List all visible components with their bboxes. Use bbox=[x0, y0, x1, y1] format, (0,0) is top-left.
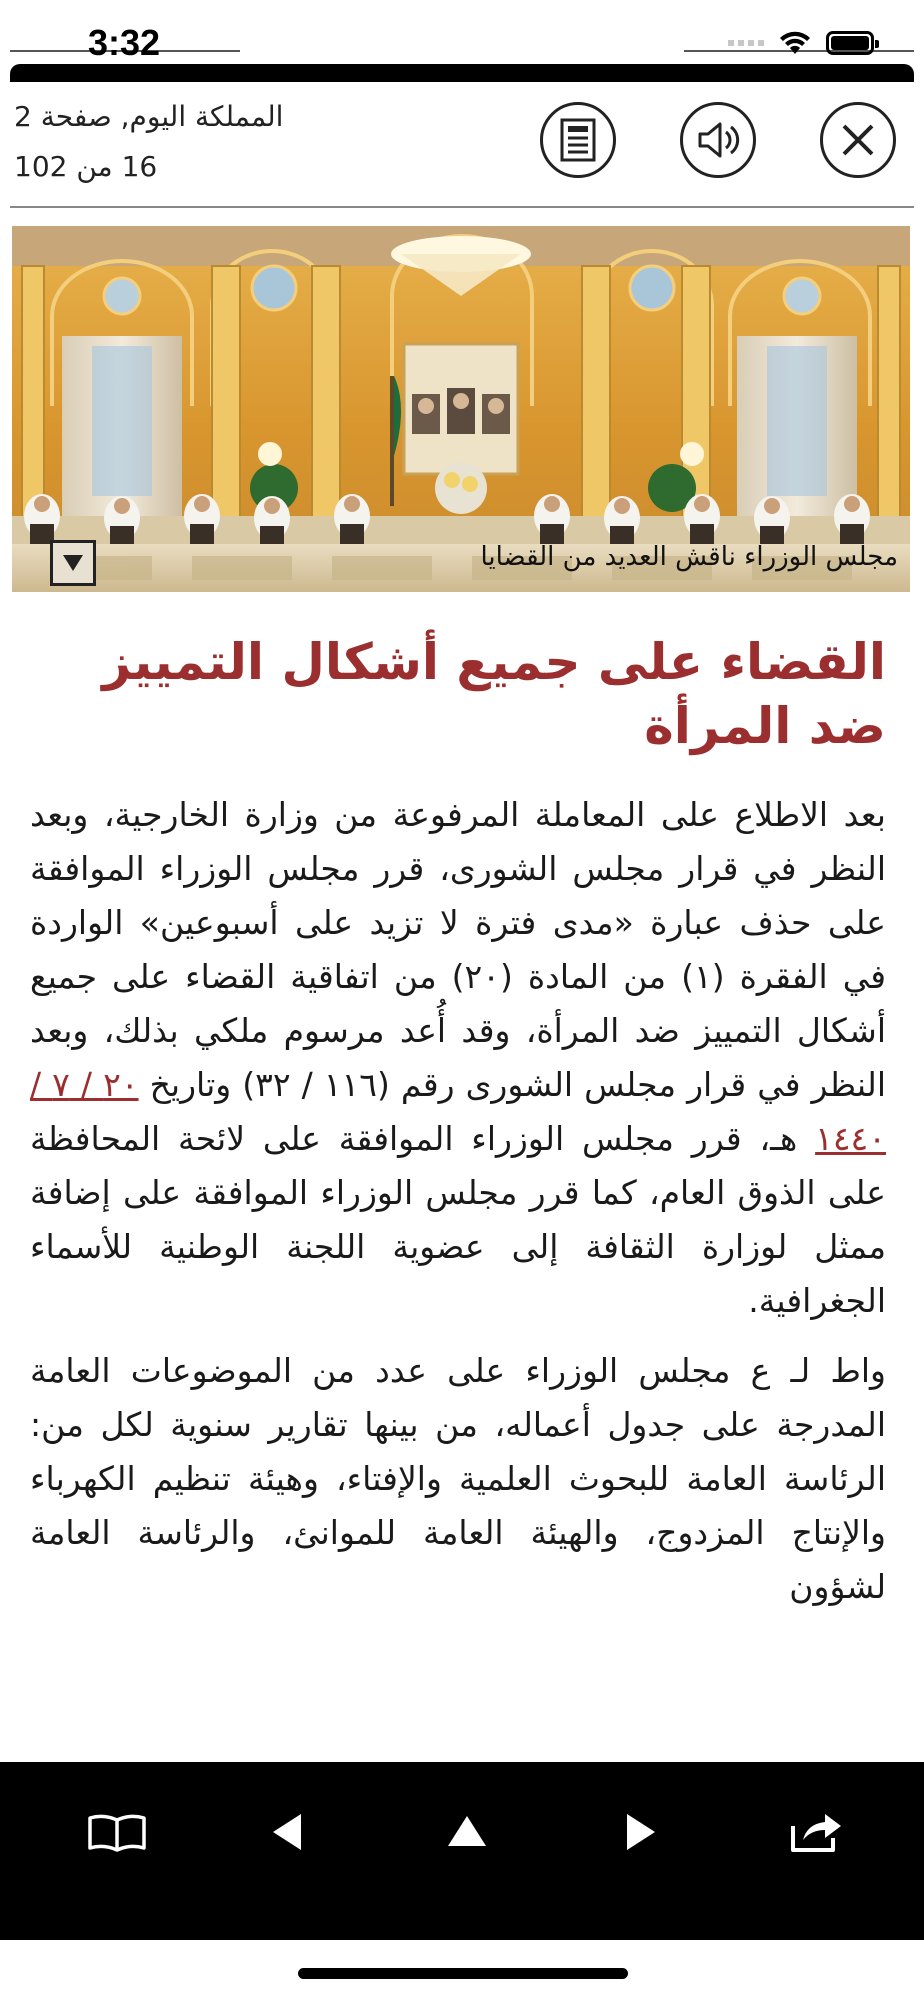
close-button[interactable] bbox=[820, 102, 896, 178]
book-icon bbox=[86, 1812, 148, 1852]
audio-button[interactable] bbox=[680, 102, 756, 178]
triangle-down-icon bbox=[62, 554, 84, 572]
forward-arrow-icon bbox=[623, 1812, 659, 1852]
article-paragraph bbox=[30, 788, 886, 1328]
up-arrow-icon bbox=[446, 1814, 488, 1850]
up-button[interactable] bbox=[432, 1802, 502, 1862]
share-icon bbox=[789, 1810, 845, 1854]
bottom-toolbar bbox=[0, 1762, 924, 1940]
battery-icon bbox=[826, 31, 874, 55]
next-button[interactable] bbox=[606, 1802, 676, 1862]
share-button[interactable] bbox=[782, 1802, 852, 1862]
page-count: 16 من 102 bbox=[14, 150, 158, 183]
home-indicator[interactable] bbox=[298, 1968, 628, 1979]
bookmarks-button[interactable] bbox=[82, 1802, 152, 1862]
header-divider bbox=[10, 206, 914, 208]
back-arrow-icon bbox=[269, 1812, 305, 1852]
close-icon bbox=[836, 118, 880, 162]
top-frame-bar bbox=[10, 64, 914, 82]
status-time: 3:32 bbox=[88, 22, 161, 63]
caption-expand-button[interactable] bbox=[50, 540, 96, 586]
publication-info: المملكة اليوم, صفحة 2 bbox=[14, 100, 284, 133]
article-photo[interactable] bbox=[12, 226, 910, 592]
article-view-button[interactable] bbox=[540, 102, 616, 178]
speaker-icon bbox=[694, 120, 742, 160]
wifi-icon bbox=[778, 30, 812, 56]
cellular-signal-icon bbox=[728, 40, 764, 46]
date-link[interactable]: ٢٠ / ٧ / ١٤٤٠ bbox=[30, 1065, 886, 1158]
paragraph-text: بعد الاطلاع على المعاملة المرفوعة من وزارة الخارجية، وبعد النظر في قرار مجلس الشورى، قرر مجلس الوزراء الموافقة على حذف عبارة «مدى فترة لا تزيد على أسبوعين» الواردة في الفقرة (١) من المادة (٢٠) من اتفاقية القضاء على جميع أشكال التمييز ضد المرأة، وقد أُعد مرسوم ملكي بذلك، وبعد النظر في قرار مجلس الشورى رقم (١١٦ / ٣٢) وتاريخ bbox=[30, 795, 887, 1104]
paragraph-text: هـ، قرر مجلس الوزراء الموافقة على لائحة المحافظة على الذوق العام، كما قرر مجلس الوزراء الموافقة على إضافة ممثل لوزارة الثقافة إلى عضوية اللجنة الوطنية للأسماء الجغرافية. bbox=[30, 1119, 886, 1320]
article-headline: القضاء على جميع أشكال التمييز ضد المرأة bbox=[102, 633, 886, 755]
previous-button[interactable] bbox=[252, 1802, 322, 1862]
status-icons bbox=[728, 30, 874, 56]
status-bar bbox=[0, 0, 924, 70]
photo-caption: مجلس الوزراء ناقش العديد من القضايا bbox=[480, 542, 898, 572]
article-body bbox=[30, 630, 886, 1630]
article-paragraph: واط لـ ع مجلس الوزراء على عدد من الموضوعات العامة المدرجة على جدول أعماله، من بينها تقارير سنوية لكل من: الرئاسة العامة للبحوث العلمية والإفتاء، وهيئة تنظيم الكهرباء والإنتاج المزدوج، والهيئة العامة للموانئ، والرئاسة العامة لشؤون bbox=[30, 1351, 886, 1606]
article-icon bbox=[556, 116, 600, 164]
